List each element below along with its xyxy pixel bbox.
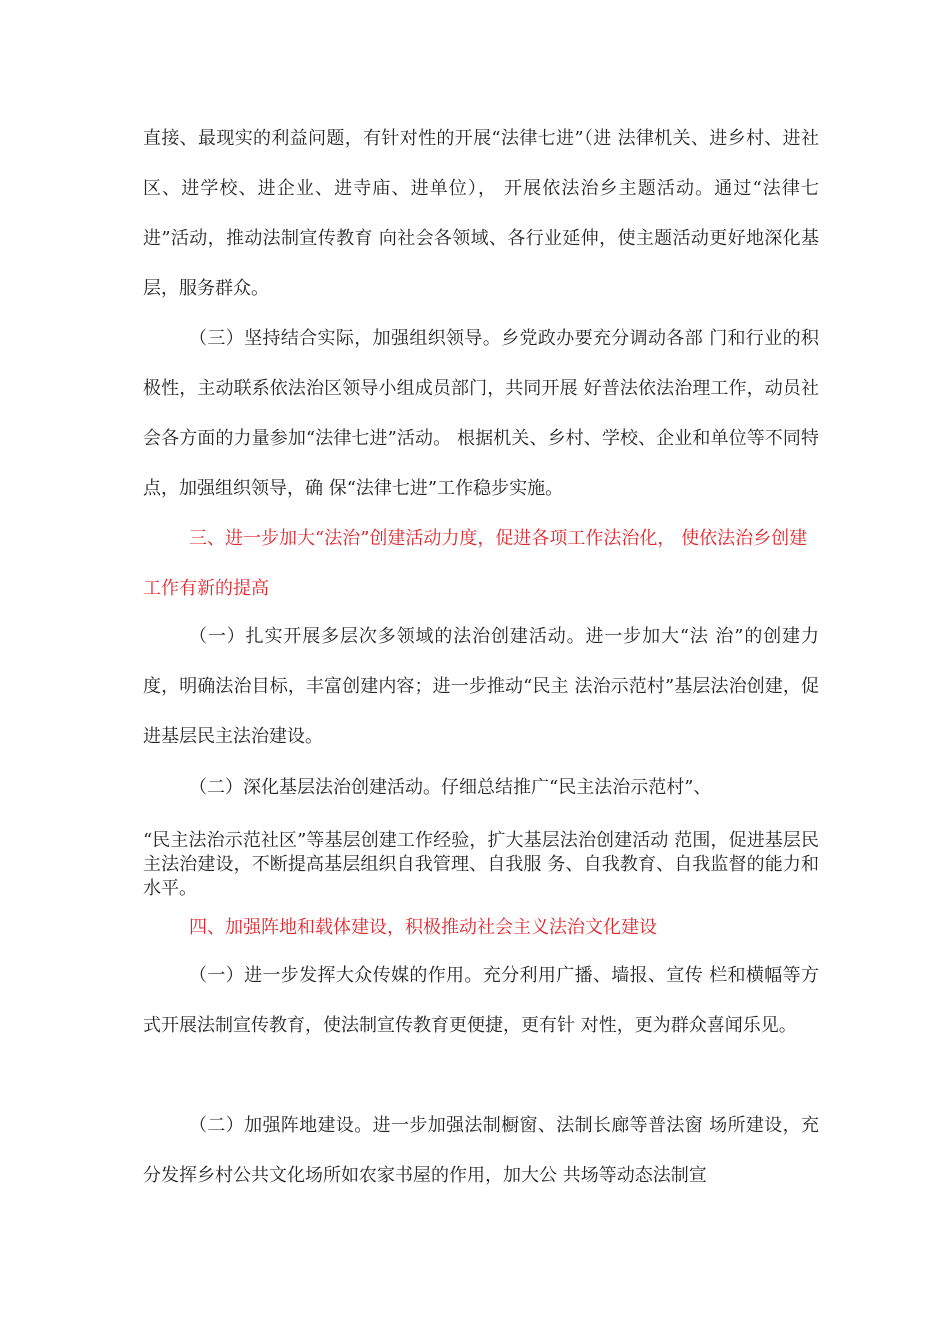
paragraph-mass-media: （一）进一步发挥大众传媒的作用。充分利用广播、墙报、宣传 栏和横幅等方式开展法制宣传教育，使法制宣传教育更便捷，更有针 对性，更为群众喜闻乐见。 — [143, 965, 819, 1036]
paragraph-legal-seven: 直接、最现实的利益问题，有针对性的开展“法律七进”（进 法律机关、进乡村、进社区、进学校、进企业、进寺庙、进单位）， 开展依法治乡主题活动。通过“法律七进”活动，推动法制宣传教育 向社会各领域、各行业延伸，使主题活动更好地深化基层，服务群众。 — [143, 128, 819, 299]
paragraph-position-building: （二）加强阵地建设。进一步加强法制橱窗、法制长廊等普法窗 场所建设，充分发挥乡村公共文化场所如农家书屋的作用，加大公 共场等动态法制宣 — [143, 1115, 819, 1186]
paragraph-organization: （三）坚持结合实际，加强组织领导。乡党政办要充分调动各部 门和行业的积极性，主动联系依法治区领导小组成员部门，共同开展 好普法依法治理工作，动员社会各方面的力量参加“法律七进”活动。 根据机关、乡村、学校、企业和单位等不同特点，加强组织领导，确 保“法律七进”工作稳步实施。 — [143, 328, 819, 499]
heading-section-four: 四、加强阵地和载体建设，积极推动社会主义法治文化建设 — [189, 917, 657, 938]
paragraph-grassroots-deepen: （二）深化基层法治创建活动。仔细总结推广“民主法治示范村”、 — [189, 777, 712, 798]
paragraph-grassroots-continued: “民主法治示范社区”等基层创建工作经验，扩大基层法治创建活动 范围，促进基层民主法治建设，不断提高基层组织自我管理、自我服 务、自我教育、自我监督的能力和水平。 — [143, 830, 819, 899]
paragraph-rule-of-law-creation: （一）扎实开展多层次多领域的法治创建活动。进一步加大“法 治”的创建力度，明确法治目标，丰富创建内容；进一步推动“民主 法治示范村”基层法治创建，促进基层民主法治建设。 — [143, 626, 819, 747]
heading-section-three: 三、进一步加大“法治”创建活动力度，促进各项工作法治化， 使依法治乡创建工作有新的提高 — [143, 528, 808, 599]
